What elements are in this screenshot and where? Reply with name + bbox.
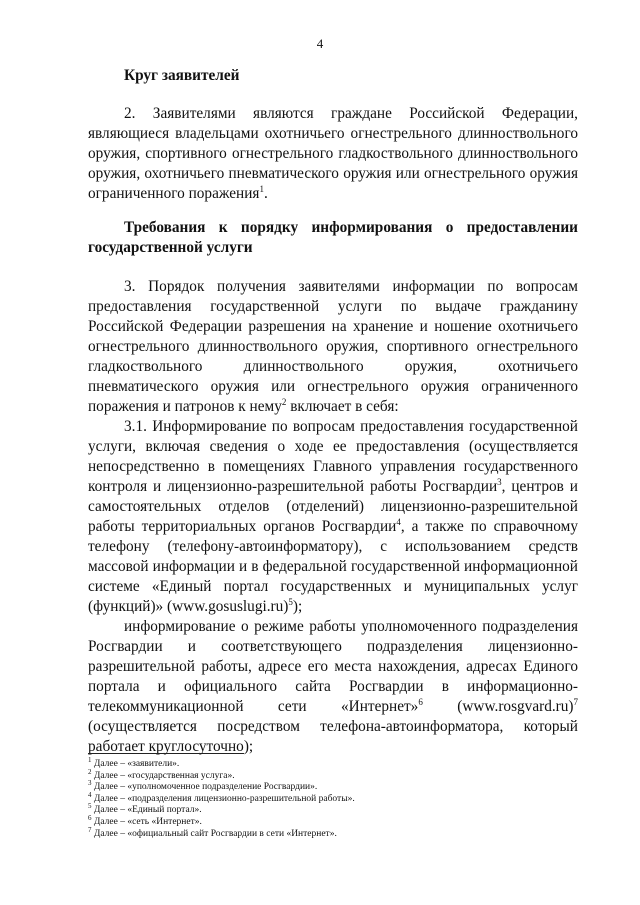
- footnote-ref-2: 2: [281, 396, 287, 407]
- page-number: 4: [316, 36, 324, 51]
- footnote-divider: [88, 753, 244, 754]
- footnote-7: [88, 825, 578, 841]
- section-heading-line-1: Требования к порядку информирования о предоставлении: [124, 219, 578, 236]
- section-heading-information-requirements: [88, 218, 578, 258]
- footnote-2: [88, 767, 578, 783]
- paragraph-3-1-text-c: , а также по справочному телефону (телефону-автоинформатору), с использованием средств массовой информации и в федеральной государственной информационной системе «Единый портал государственных и муниципальных услуг (функций)» (www.gosuslugi.ru): [88, 518, 578, 615]
- paragraph-3-end: включает в себя:: [286, 398, 399, 415]
- paragraph-2-text: 2. Заявителями являются граждане Российской Федерации, являющиеся владельцами охотничьего огнестрельного длинноствольного оружия, спортивного огнестрельного гладкоствольного длинноствольного оружия, охотничьего пневматического оружия или огнестрельного оружия ограниченного поражения: [88, 105, 578, 202]
- paragraph-3-text: 3. Порядок получения заявителями информации по вопросам предоставления государственной услуги по выдаче гражданину Российской Федерации разрешения на хранение и ношение охотничьего огнестрельного длинноствольного оружия, спортивного огнестрельного гладкоствольного длинноствольного оружия, охотничьего пневматического оружия или огнестрельного оружия ограниченного поражения и патронов к нему: [88, 278, 578, 415]
- footnotes: [88, 755, 578, 840]
- footnote-number: 5: [88, 802, 92, 811]
- paragraph-3-1-cont-text-a: информирование о режиме работы уполномоченного подразделения Росгвардии и соответствующего подразделения лицензионно-разрешительной работы, адресе его места нахождения, адресах Единого портала и официального сайта Росгвардии в информационно-телекоммуникационной сети «Интернет»: [88, 618, 578, 715]
- footnote-ref-7: 7: [573, 696, 579, 707]
- section-heading-applicants: Круг заявителей: [124, 67, 240, 84]
- footnote-number: 3: [88, 779, 92, 788]
- footnote-number: 4: [88, 790, 92, 799]
- paragraph-2: [88, 104, 578, 204]
- footnote-6: [88, 813, 578, 829]
- footnote-text: Далее – «официальный сайт Росгвардии в сети «Интернет».: [93, 828, 337, 839]
- main-text-block: [88, 277, 578, 757]
- paragraph-3-1-cont: [88, 617, 578, 757]
- footnote-text: Далее – «Единый портал».: [93, 805, 202, 816]
- footnote-5: [88, 802, 578, 817]
- footnote-ref-1: 1: [259, 183, 264, 194]
- footnote-text: Далее – «уполномоченное подразделение Росгвардии».: [93, 782, 318, 793]
- footnote-ref-4: 4: [396, 516, 401, 527]
- footnote-number: 2: [88, 767, 92, 776]
- footnote-ref-3: 3: [497, 476, 502, 487]
- footnote-text: Далее – «сеть «Интернет».: [93, 816, 202, 827]
- footnote-text: Далее – «заявители».: [93, 759, 180, 769]
- paragraph-3-1-text-b: , центров и самостоятельных отделов (отделений) лицензионно-разрешительной работы территориальных органов Росгвардии: [88, 478, 578, 535]
- footnote-number: 7: [88, 825, 92, 834]
- footnote-4: [88, 790, 578, 806]
- footnote-number: 6: [88, 813, 92, 822]
- paragraph-3: [88, 277, 578, 417]
- section-heading-line-2: государственной услуги: [88, 239, 253, 256]
- paragraph-3-1-cont-text-c: (осуществляется посредством телефона-автоинформатора, который работает круглосуточно);: [88, 718, 578, 755]
- paragraph-3-1-text-d: );: [292, 598, 303, 615]
- footnote-ref-6: 6: [418, 696, 423, 707]
- footnote-text: Далее – «государственная услуга».: [93, 770, 235, 781]
- footnote-text: Далее – «подразделения лицензионно-разрешительной работы».: [93, 793, 355, 804]
- paragraph-3-1-text-a: 3.1. Информирование по вопросам предоставления государственной услуги, включая сведения о ходе ее предоставления (осуществляется непосредственно в помещениях Главного управления государственного контроля и лицензионно-разрешительной работы Росгвардии: [88, 418, 578, 495]
- paragraph-3-1-cont-text-b: (www.rosgvard.ru): [422, 698, 574, 715]
- paragraph-2-end: .: [263, 185, 268, 202]
- footnote-1: [88, 755, 578, 771]
- paragraph-3-1: [88, 417, 578, 617]
- footnote-3: [88, 779, 578, 794]
- footnote-ref-5: 5: [288, 596, 293, 607]
- footnote-number: 1: [88, 755, 92, 764]
